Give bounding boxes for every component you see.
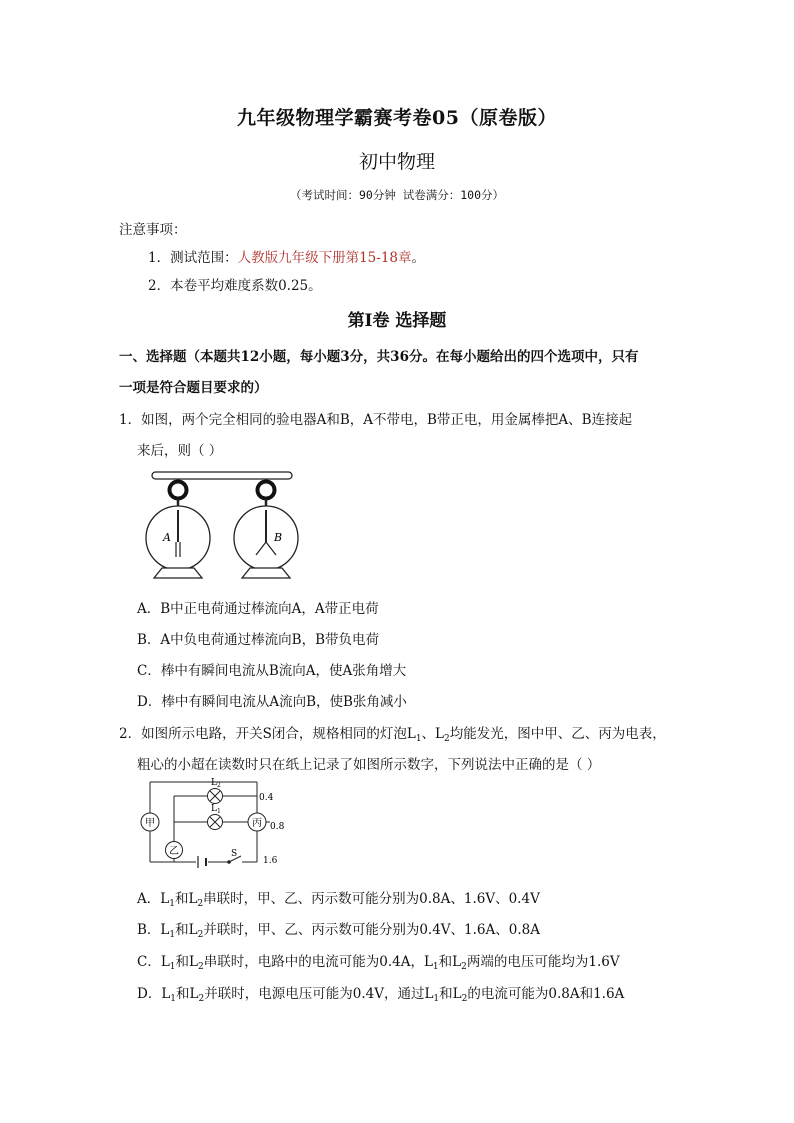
reading-0-4: 0.4: [259, 793, 274, 803]
part-instructions-line2: 一项是符合题目要求的）: [119, 380, 268, 396]
q2-option-c: [137, 950, 620, 972]
q2-opt-text: D．L: [137, 986, 171, 1002]
q2-opt-text: A．L: [137, 891, 170, 907]
notes-item-2: 2．本卷平均难度系数0.25。: [148, 278, 322, 294]
q2-stem-sub: 1: [415, 734, 422, 744]
q2-opt-text: 串联时，电路中的电流可能为0.4A，L: [203, 954, 433, 970]
page-subtitle: 初中物理: [358, 151, 435, 173]
q2-opt-text: 两端的电压可能均为1.6V: [466, 954, 620, 970]
q2-option-b: [137, 918, 540, 940]
part-instructions-line1: 一、选择题（本题共12小题，每小题3分，共36分。在每小题给出的四个选项中，只有: [119, 349, 639, 365]
q2-opt-sub: 2: [198, 994, 205, 1004]
notes-heading: 注意事项：: [119, 222, 187, 238]
electroscope-b: [234, 482, 298, 579]
lamp-l1: [208, 804, 223, 830]
electroscope-a: [146, 482, 210, 579]
q2-opt-text: B．L: [137, 922, 170, 938]
q2-stem-text: 均能发光，图中甲、乙、丙为电表，: [449, 726, 666, 742]
q2-opt-text: 并联时，电源电压可能为0.4V，通过L: [204, 986, 434, 1002]
q2-opt-text: 和L: [439, 986, 462, 1002]
label-b: B: [274, 531, 283, 544]
q2-option-d: [137, 982, 624, 1004]
q2-opt-text: 和L: [175, 922, 198, 938]
notes-item-1-prefix: 1．测试范围：: [148, 250, 238, 266]
reading-0-8: 0.8: [270, 822, 285, 832]
lamp-l2-label: L: [211, 778, 217, 788]
q2-opt-text: C．L: [137, 954, 170, 970]
q1-stem-line2: 来后，则（ ）: [137, 443, 223, 459]
q2-opt-text: 和L: [176, 986, 199, 1002]
q2-opt-sub: 1: [432, 962, 439, 972]
q2-opt-text: 串联时，甲、乙、丙示数可能分别为0.8A、1.6V、0.4V: [203, 891, 540, 907]
q2-stem-text: 2．如图所示电路，开关S闭合，规格相同的灯泡L: [119, 726, 416, 742]
meter-yi-label: 乙: [169, 846, 179, 857]
q2-opt-sub: 1: [169, 962, 176, 972]
q2-opt-sub: 2: [197, 899, 204, 909]
q1-option-b: B．A中负电荷通过棒流向B，B带负电荷: [137, 632, 380, 648]
lamp-l1-label: L: [211, 804, 217, 814]
label-a: A: [163, 531, 171, 544]
q2-opt-sub: 2: [197, 930, 204, 940]
notes-item-1: [148, 246, 425, 266]
q2-stem-line2: 粗心的小超在读数时只在纸上记录了如图所示数字，下列说法中正确的是（ ）: [137, 757, 601, 773]
q2-opt-sub: 1: [169, 930, 176, 940]
meter-jia: [141, 813, 159, 831]
q2-opt-text: 并联时，甲、乙、丙示数可能分别为0.4V、1.6A、0.8A: [203, 922, 540, 938]
q2-opt-sub: 1: [170, 994, 177, 1004]
notes-item-1-range: 人教版九年级下册第15-18章: [237, 250, 412, 266]
q1-option-a: A．B中正电荷通过棒流向A，A带正电荷: [137, 601, 379, 617]
meter-bing-label: 丙: [252, 818, 262, 829]
q1-option-c: C．棒中有瞬间电流从B流向A，使A张角增大: [137, 663, 407, 679]
circuit-figure: [130, 778, 290, 870]
q2-stem-line1: [119, 722, 666, 744]
q1-option-d: D．棒中有瞬间电流从A流向B，使B张角减小: [137, 694, 407, 710]
lamp-l2-sub: 2: [217, 782, 221, 789]
q2-opt-sub: 2: [461, 994, 468, 1004]
q1-stem-line1: 1．如图，两个完全相同的验电器A和B，A不带电，B带正电，用金属棒把A、B连接起: [119, 412, 633, 428]
q2-opt-text: 和L: [438, 954, 462, 970]
section-title: 第Ⅰ卷 选择题: [347, 311, 447, 331]
notes-item-1-suffix: 。: [411, 250, 426, 266]
metal-rod: [152, 472, 292, 479]
exam-info: （考试时间：90分钟 试卷满分：100分）: [289, 188, 505, 202]
q2-opt-text: 和L: [174, 891, 198, 907]
q2-stem-text: 、L: [421, 726, 445, 742]
lamp-l1-sub: 1: [217, 808, 221, 815]
switch-label: S: [231, 849, 238, 859]
q2-stem-sub: 2: [444, 734, 450, 744]
q2-option-a: [137, 887, 540, 909]
meter-yi: [166, 842, 183, 859]
q2-opt-sub: 2: [198, 962, 204, 972]
reading-1-6: 1.6: [263, 856, 278, 866]
q2-opt-text: 和L: [175, 954, 198, 970]
meter-bing: [248, 813, 266, 831]
q2-opt-sub: 1: [169, 899, 175, 909]
q2-opt-sub: 2: [461, 962, 467, 972]
electroscope-figure: [140, 466, 305, 584]
meter-jia-label: 甲: [145, 818, 155, 829]
q2-opt-text: 的电流可能为0.8A和1.6A: [467, 986, 625, 1002]
page-title: 九年级物理学霸赛考卷05（原卷版）: [237, 107, 557, 129]
q2-opt-sub: 1: [433, 994, 440, 1004]
